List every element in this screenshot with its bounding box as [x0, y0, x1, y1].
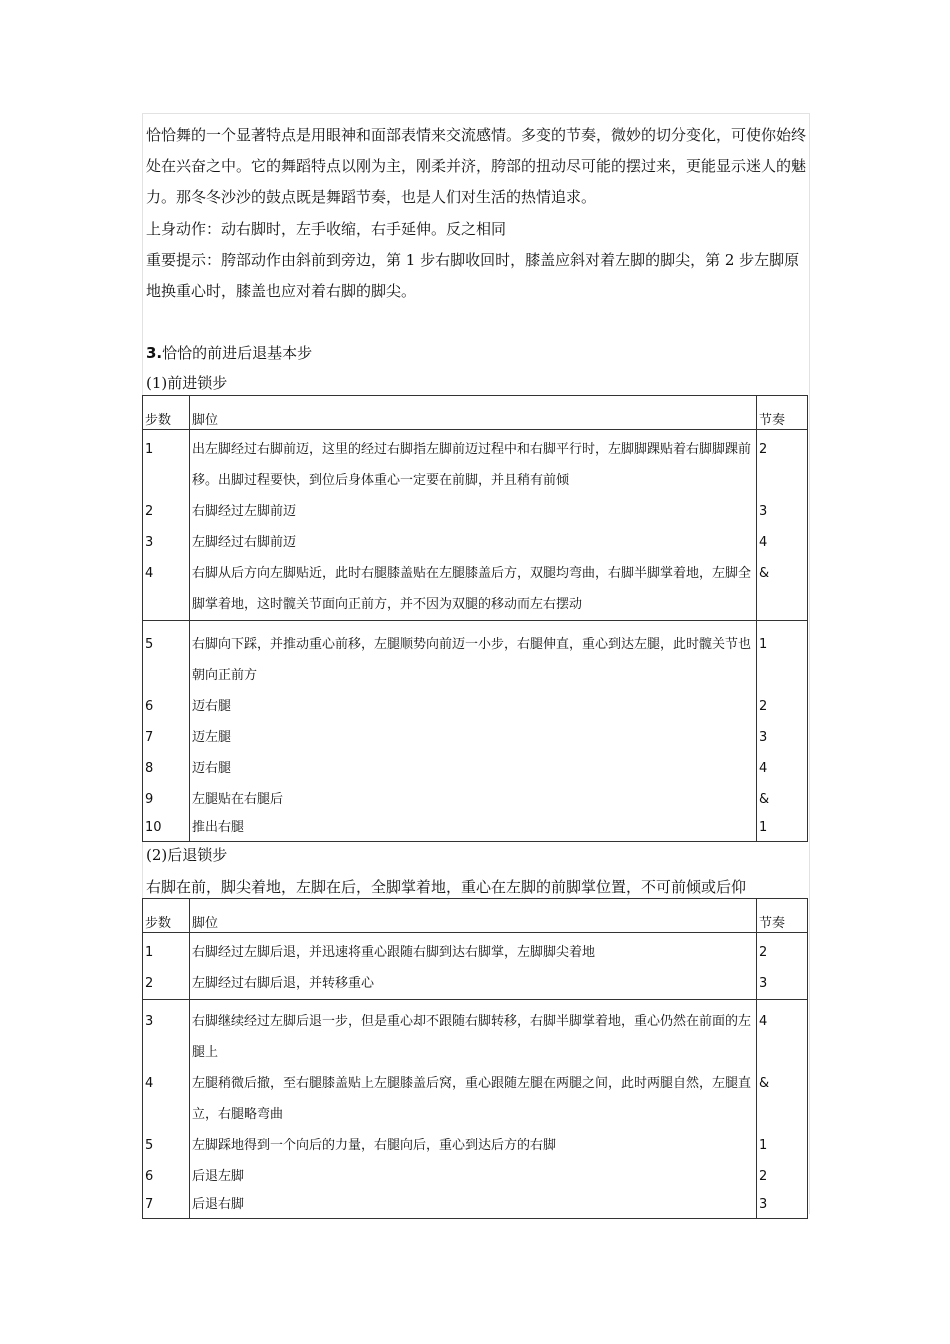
step-description: 迈右腿	[190, 691, 757, 722]
table-header-row	[143, 396, 808, 430]
step-description: 出左脚经过右脚前迈，这里的经过右脚指左脚前迈过程中和右脚平行时，左脚脚踝贴着右脚脚踝前移。出脚过程要快，到位后身体重心一定要在前脚，并且稍有前倾	[190, 430, 757, 497]
step-description: 左脚经过右脚前迈	[190, 527, 757, 558]
table-row	[143, 527, 808, 558]
step-number: 1	[143, 933, 190, 969]
table-row	[143, 1000, 808, 1069]
step-rhythm: 2	[759, 699, 768, 714]
header-step: 步数	[143, 899, 190, 933]
important-tip: 重要提示：胯部动作由斜前到旁边，第 1 步右脚收回时，膝盖应斜对着左脚的脚尖，第 2 步左脚原地换重心时，膝盖也应对着右脚的脚尖。	[146, 251, 800, 300]
step-number: 10	[143, 815, 190, 842]
step-rhythm: 4	[759, 761, 768, 776]
step-rhythm: 3	[759, 976, 768, 991]
table-row	[143, 1130, 808, 1161]
header-rhythm: 节奏	[759, 413, 786, 428]
step-rhythm: 2	[759, 945, 768, 960]
table-row	[143, 933, 808, 969]
table-row	[143, 968, 808, 1000]
step-description: 左腿贴在右腿后	[190, 784, 757, 815]
step-rhythm: 4	[759, 535, 768, 550]
step-rhythm: 2	[759, 442, 768, 457]
step-rhythm: 3	[759, 1197, 768, 1212]
step-rhythm: &	[759, 792, 770, 807]
header-foot-position: 脚位	[190, 396, 757, 430]
table-row	[143, 722, 808, 753]
table-row	[143, 496, 808, 527]
step-rhythm: 2	[759, 1169, 768, 1184]
step-rhythm: 4	[759, 1014, 768, 1029]
step-rhythm: 3	[759, 504, 768, 519]
step-number: 6	[143, 691, 190, 722]
upper-body-note: 上身动作：动右脚时，左手收缩，右手延伸。反之相同	[146, 220, 507, 238]
backward-steps-table	[142, 898, 808, 1219]
step-description: 左脚踩地得到一个向后的力量，右腿向后，重心到达后方的右脚	[190, 1130, 757, 1161]
table-row	[143, 430, 808, 497]
step-description: 后退左脚	[190, 1161, 757, 1192]
step-number: 8	[143, 753, 190, 784]
table-row	[143, 815, 808, 842]
table-row	[143, 558, 808, 621]
table-row	[143, 691, 808, 722]
section-number: 3.	[146, 344, 163, 362]
step-number: 5	[143, 1130, 190, 1161]
step-rhythm: &	[759, 1076, 770, 1091]
table-row	[143, 753, 808, 784]
step-number: 4	[143, 558, 190, 621]
step-rhythm: 1	[759, 637, 768, 652]
step-description: 后退右脚	[190, 1192, 757, 1219]
step-description: 右脚继续经过左脚后退一步，但是重心却不跟随右脚转移，右脚半脚掌着地，重心仍然在前面的左腿上	[190, 1000, 757, 1069]
header-foot-position: 脚位	[190, 899, 757, 933]
table-row	[143, 1161, 808, 1192]
step-number: 4	[143, 1068, 190, 1130]
table-row	[143, 1068, 808, 1130]
backward-stance-note: 右脚在前，脚尖着地，左脚在后，全脚掌着地，重心在左脚的前脚掌位置，不可前倾或后仰	[146, 878, 747, 896]
table-row	[143, 784, 808, 815]
step-description: 右脚向下踩，并推动重心前移，左腿顺势向前迈一小步，右腿伸直，重心到达左腿，此时髋关节也朝向正前方	[190, 621, 757, 692]
step-number: 1	[143, 430, 190, 497]
step-number: 2	[143, 496, 190, 527]
section-title: 恰恰的前进后退基本步	[162, 344, 313, 362]
forward-lock-step-title: (1)前进锁步	[146, 374, 228, 392]
step-number: 7	[143, 1192, 190, 1219]
step-description: 迈左腿	[190, 722, 757, 753]
table-row	[143, 1192, 808, 1219]
step-rhythm: &	[759, 566, 770, 581]
step-number: 6	[143, 1161, 190, 1192]
step-rhythm: 1	[759, 820, 768, 835]
step-description: 推出右腿	[190, 815, 757, 842]
step-description: 左腿稍微后撤，至右腿膝盖贴上左腿膝盖后窝，重心跟随左腿在两腿之间，此时两腿自然，左腿直立，右腿略弯曲	[190, 1068, 757, 1130]
step-number: 3	[143, 527, 190, 558]
step-description: 迈右腿	[190, 753, 757, 784]
step-rhythm: 3	[759, 730, 768, 745]
step-description: 右脚经过左脚前迈	[190, 496, 757, 527]
table-row	[143, 621, 808, 692]
step-description: 右脚经过左脚后退，并迅速将重心跟随右脚到达右脚掌，左脚脚尖着地	[190, 933, 757, 969]
table-header-row	[143, 899, 808, 933]
step-number: 3	[143, 1000, 190, 1069]
step-number: 5	[143, 621, 190, 692]
backward-lock-step-title: (2)后退锁步	[146, 846, 228, 864]
step-number: 7	[143, 722, 190, 753]
intro-paragraph: 恰恰舞的一个显著特点是用眼神和面部表情来交流感情。多变的节奏，微妙的切分变化，可使你始终处在兴奋之中。它的舞蹈特点以刚为主，刚柔并济，胯部的扭动尽可能的摆过来，更能显示迷人的魅力。那冬冬沙沙的鼓点既是舞蹈节奏，也是人们对生活的热情追求。	[146, 126, 807, 206]
forward-steps-table	[142, 395, 808, 842]
step-number: 2	[143, 968, 190, 1000]
section-heading	[146, 342, 312, 363]
step-rhythm: 1	[759, 1138, 768, 1153]
step-description: 左脚经过右脚后退，并转移重心	[190, 968, 757, 1000]
header-step: 步数	[143, 396, 190, 430]
header-rhythm: 节奏	[759, 916, 786, 931]
step-number: 9	[143, 784, 190, 815]
step-description: 右脚从后方向左脚贴近，此时右腿膝盖贴在左腿膝盖后方，双腿均弯曲，右脚半脚掌着地，左脚全脚掌着地，这时髋关节面向正前方，并不因为双腿的移动而左右摆动	[190, 558, 757, 621]
